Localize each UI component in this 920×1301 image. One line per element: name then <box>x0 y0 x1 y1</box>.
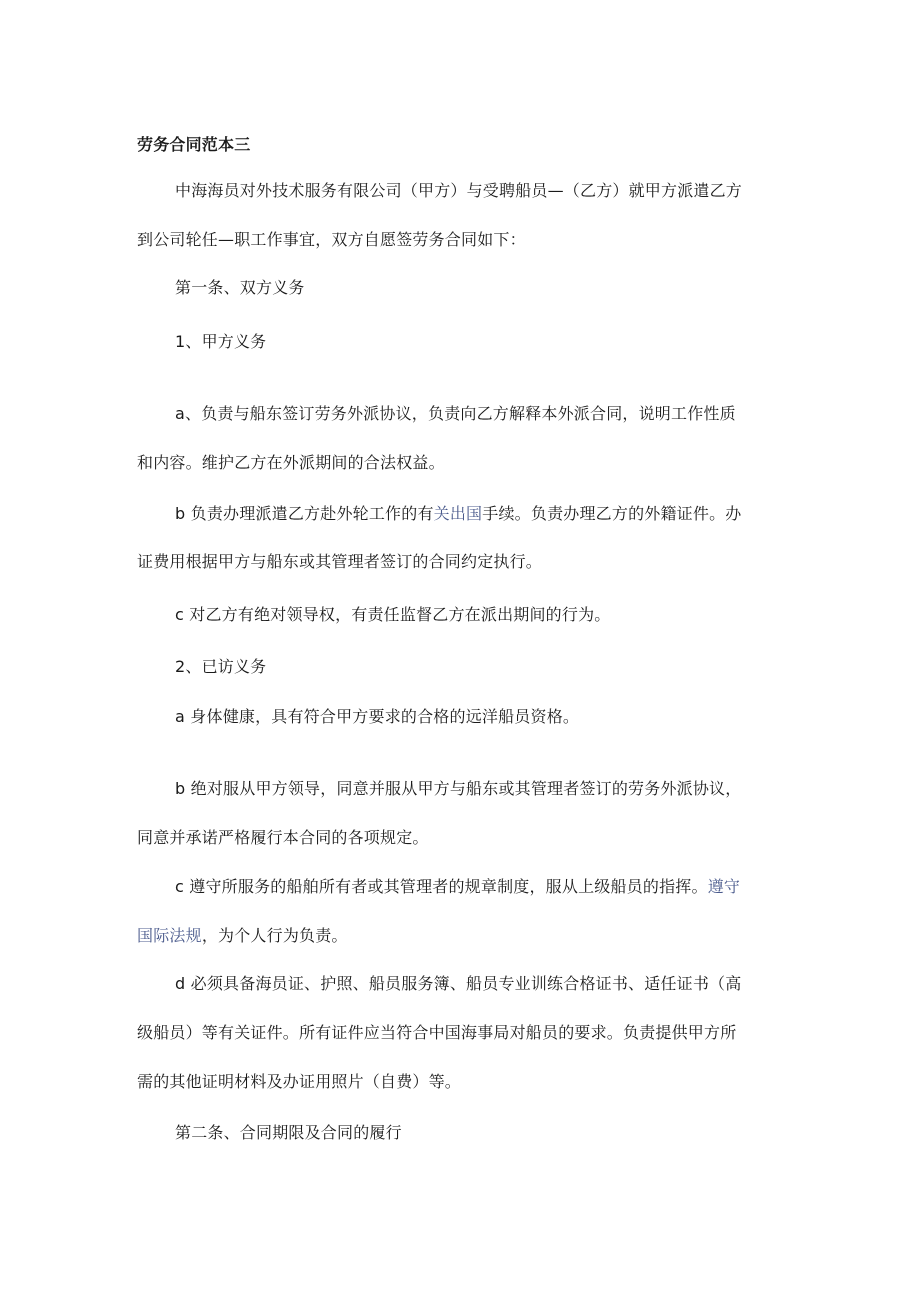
party-a-item-c: c 对乙方有绝对领导权，有责任监督乙方在派出期间的行为。 <box>175 605 611 624</box>
article-2-heading: 第二条、合同期限及合同的履行 <box>175 1123 402 1142</box>
party-b-item-c-line-1 <box>175 876 740 898</box>
party-a-item-b-line-2: 证费用根据甲方与船东或其管理者签订的合同约定执行。 <box>137 552 543 571</box>
party-b-item-d-line-1: d 必须具备海员证、护照、船员服务簿、船员专业训练合格证书、适任证书（高 <box>175 974 742 993</box>
link-international-regulations[interactable]: 国际法规 <box>137 926 202 945</box>
party-a-item-b-line-1 <box>175 503 741 525</box>
party-b-item-d-line-2: 级船员）等有关证件。所有证件应当符合中国海事局对船员的要求。负责提供甲方所 <box>137 1023 737 1042</box>
document-title: 劳务合同范本三 <box>137 135 251 154</box>
intro-line-1: 中海海员对外技术服务有限公司（甲方）与受聘船员—（乙方）就甲方派遣乙方 <box>175 181 743 200</box>
party-b-heading: 2、已访义务 <box>175 657 267 676</box>
intro-line-2: 到公司轮任—职工作事宜，双方自愿签劳务合同如下： <box>137 230 526 249</box>
party-b-item-c-line-2 <box>137 925 348 947</box>
party-a-item-b-text: b 负责办理派遣乙方赴外轮工作的有 <box>175 504 434 523</box>
party-b-item-d-line-3: 需的其他证明材料及办证用照片（自费）等。 <box>137 1072 462 1091</box>
party-a-item-b-text-post: 手续。负责办理乙方的外籍证件。办 <box>482 504 742 523</box>
party-a-heading: 1、甲方义务 <box>175 332 267 351</box>
party-b-item-c-text: c 遵守所服务的船舶所有者或其管理者的规章制度，服从上级船员的指挥。 <box>175 877 708 896</box>
party-b-item-c-text-post: ，为个人行为负责。 <box>201 926 348 945</box>
party-a-item-a-line-1: a、负责与船东签订劳务外派协议，负责向乙方解释本外派合同，说明工作性质 <box>175 404 736 423</box>
article-1-heading: 第一条、双方义务 <box>175 278 305 297</box>
party-b-item-a: a 身体健康，具有符合甲方要求的合格的远洋船员资格。 <box>175 707 580 726</box>
link-comply[interactable]: 遵守 <box>707 877 741 896</box>
party-b-item-b-line-2: 同意并承诺严格履行本合同的各项规定。 <box>137 828 429 847</box>
party-b-item-b-line-1: b 绝对服从甲方领导，同意并服从甲方与船东或其管理者签订的劳务外派协议， <box>175 779 742 798</box>
link-going-abroad[interactable]: 关出国 <box>433 504 483 523</box>
party-a-item-a-line-2: 和内容。维护乙方在外派期间的合法权益。 <box>137 453 445 472</box>
